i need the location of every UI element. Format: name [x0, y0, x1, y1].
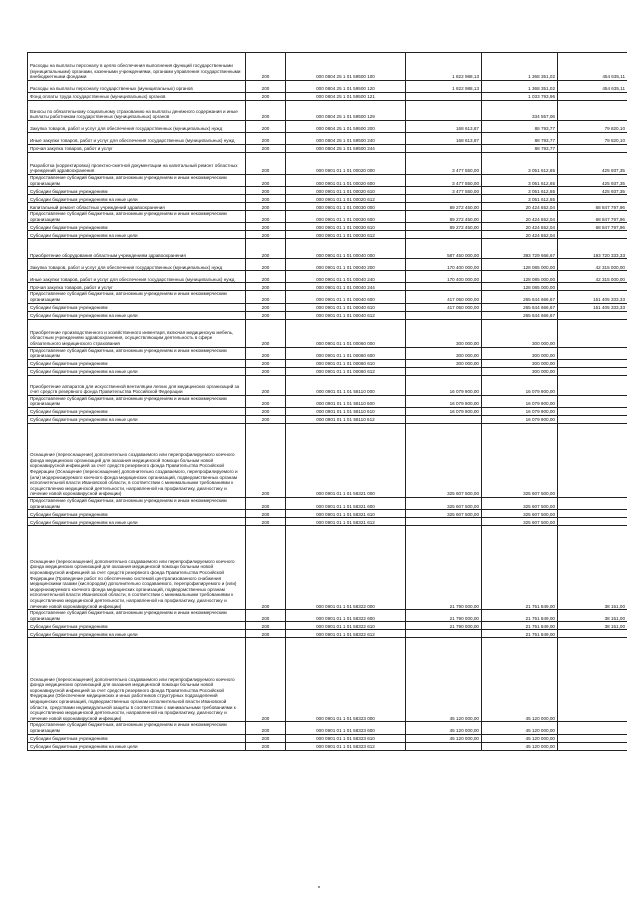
row-unexecuted-amount	[558, 319, 628, 347]
table-row	[28, 187, 628, 195]
table-row	[28, 359, 628, 367]
row-line-code: 200	[246, 283, 286, 291]
row-unexecuted-amount	[558, 375, 628, 395]
row-line-code: 200	[246, 510, 286, 518]
row-approved-amount: 89 272 450,00	[406, 203, 482, 211]
row-line-code: 200	[246, 175, 286, 187]
row-executed-amount: 45 120 000,00	[482, 722, 558, 734]
row-approved-amount: 325 607 500,00	[406, 423, 482, 497]
row-unexecuted-amount	[558, 311, 628, 319]
table-row	[28, 610, 628, 622]
row-description: Субсидии бюджетным учреждениям на иные цели	[28, 742, 246, 750]
row-executed-amount: 16 079 900,00	[482, 407, 558, 415]
row-line-code: 200	[246, 423, 286, 497]
row-unexecuted-amount: 425 937,35	[558, 187, 628, 195]
row-executed-amount: 3 051 612,65	[482, 187, 558, 195]
row-line-code: 200	[246, 81, 286, 93]
row-executed-amount: 45 120 000,00	[482, 638, 558, 722]
row-approved-amount: 325 607 500,00	[406, 510, 482, 518]
row-executed-amount: 1 368 351,02	[482, 81, 558, 93]
row-unexecuted-amount	[558, 101, 628, 121]
table-row	[28, 630, 628, 638]
row-approved-amount: 45 120 000,00	[406, 638, 482, 722]
row-description: Субсидии бюджетным учреждениям на иные цели	[28, 518, 246, 526]
table-row	[28, 526, 628, 610]
row-line-code: 200	[246, 153, 286, 175]
row-classification-code: 000 0901 01 1 01 00040 612	[286, 311, 406, 319]
row-unexecuted-amount: 38 151,00	[558, 622, 628, 630]
table-row	[28, 195, 628, 203]
row-approved-amount: 21 790 000,00	[406, 610, 482, 622]
row-line-code: 200	[246, 407, 286, 415]
row-line-code: 200	[246, 259, 286, 271]
row-approved-amount: 300 000,00	[406, 319, 482, 347]
row-unexecuted-amount: 454 635,11	[558, 53, 628, 81]
table-row	[28, 271, 628, 283]
row-executed-amount: 20 424 652,04	[482, 203, 558, 211]
row-classification-code: 000 0901 01 1 01 00040 240	[286, 271, 406, 283]
table-row	[28, 415, 628, 423]
row-line-code: 200	[246, 638, 286, 722]
row-executed-amount: 45 120 000,00	[482, 742, 558, 750]
row-approved-amount	[406, 195, 482, 203]
row-description: Предоставление субсидий бюджетным, автономным учреждениям и иным некоммерческим организациям	[28, 175, 246, 187]
row-description: Предоставление субсидий бюджетным, автономным учреждениям и иным некоммерческим организациям	[28, 395, 246, 407]
row-unexecuted-amount: 38 151,00	[558, 526, 628, 610]
table-row	[28, 93, 628, 101]
row-description: Взносы по обязательному социальному страхованию на выплаты денежного содержания и иные выплаты работникам государственных (муниципальных) органов	[28, 101, 246, 121]
table-row	[28, 510, 628, 518]
row-unexecuted-amount	[558, 93, 628, 101]
row-description: Закупка товаров, работ и услуг для обеспечения государственных (муниципальных) нужд	[28, 259, 246, 271]
row-approved-amount: 168 613,87	[406, 121, 482, 133]
row-line-code: 200	[246, 145, 286, 153]
row-description: Приобретение производственного и хозяйственного инвентаря, включая медицинскую мебель, областным учреждениям здравоохранения, осуществляющим деятельность в сфере обязательного медицинского страхования	[28, 319, 246, 347]
row-classification-code: 000 0901 01 1 01 00060 610	[286, 359, 406, 367]
row-line-code: 200	[246, 375, 286, 395]
table-row	[28, 734, 628, 742]
row-unexecuted-amount: 151 405 333,33	[558, 303, 628, 311]
row-description: Разработка (корректировка) проектно-сметной документации на капитальный ремонт областных учреждений здравоохранения	[28, 153, 246, 175]
row-unexecuted-amount	[558, 497, 628, 509]
row-line-code: 200	[246, 347, 286, 359]
table-row	[28, 742, 628, 750]
table-row	[28, 231, 628, 239]
row-approved-amount: 21 790 000,00	[406, 526, 482, 610]
row-approved-amount: 16 079 900,00	[406, 395, 482, 407]
row-description: Субсидии бюджетным учреждениям	[28, 407, 246, 415]
row-line-code: 200	[246, 187, 286, 195]
row-line-code: 200	[246, 203, 286, 211]
row-classification-code: 000 0901 01 1 01 58110 000	[286, 375, 406, 395]
table-row	[28, 395, 628, 407]
row-approved-amount: 89 272 450,00	[406, 211, 482, 223]
row-line-code: 200	[246, 734, 286, 742]
row-classification-code: 000 0804 25 1 01 59500 244	[286, 145, 406, 153]
row-unexecuted-amount	[558, 518, 628, 526]
table-row	[28, 638, 628, 722]
row-executed-amount: 88 793,77	[482, 121, 558, 133]
row-executed-amount: 88 793,77	[482, 145, 558, 153]
row-unexecuted-amount	[558, 630, 628, 638]
scan-speck	[318, 886, 320, 888]
table-row	[28, 423, 628, 497]
row-line-code: 200	[246, 319, 286, 347]
row-executed-amount: 21 751 849,00	[482, 622, 558, 630]
row-unexecuted-amount: 454 635,11	[558, 81, 628, 93]
row-unexecuted-amount	[558, 145, 628, 153]
table-row	[28, 211, 628, 223]
row-unexecuted-amount	[558, 395, 628, 407]
row-classification-code: 000 0901 01 1 01 00040 000	[286, 239, 406, 259]
row-line-code: 200	[246, 518, 286, 526]
table-row	[28, 175, 628, 187]
table-row	[28, 145, 628, 153]
row-classification-code: 000 0901 01 1 01 00060 612	[286, 367, 406, 375]
row-line-code: 200	[246, 395, 286, 407]
row-line-code: 200	[246, 211, 286, 223]
row-unexecuted-amount	[558, 510, 628, 518]
table-row	[28, 303, 628, 311]
row-executed-amount: 128 085 000,00	[482, 259, 558, 271]
row-classification-code: 000 0901 01 1 01 00060 600	[286, 347, 406, 359]
row-executed-amount: 20 424 652,04	[482, 211, 558, 223]
row-classification-code: 000 0901 01 1 01 00040 610	[286, 303, 406, 311]
row-classification-code: 000 0901 01 1 01 00020 612	[286, 195, 406, 203]
row-approved-amount: 417 050 000,00	[406, 291, 482, 303]
table-row	[28, 81, 628, 93]
row-approved-amount	[406, 93, 482, 101]
row-classification-code: 000 0901 01 1 01 00020 600	[286, 175, 406, 187]
row-classification-code: 000 0901 01 1 01 58323 610	[286, 734, 406, 742]
table-row	[28, 311, 628, 319]
row-executed-amount: 3 051 612,65	[482, 195, 558, 203]
row-approved-amount: 3 477 550,00	[406, 175, 482, 187]
row-approved-amount: 16 079 900,00	[406, 407, 482, 415]
row-classification-code: 000 0901 01 1 01 58323 612	[286, 742, 406, 750]
row-description: Расходы на выплаты персоналу государственных (муниципальных) органов	[28, 81, 246, 93]
row-approved-amount: 3 477 550,00	[406, 153, 482, 175]
row-unexecuted-amount	[558, 231, 628, 239]
row-executed-amount: 3 051 612,65	[482, 153, 558, 175]
row-unexecuted-amount: 38 151,00	[558, 610, 628, 622]
row-description: Предоставление субсидий бюджетным, автономным учреждениям и иным некоммерческим организациям	[28, 497, 246, 509]
row-executed-amount: 21 751 849,00	[482, 630, 558, 638]
budget-table-body	[28, 53, 628, 751]
row-description: Предоставление субсидий бюджетным, автономным учреждениям и иным некоммерческим организациям	[28, 347, 246, 359]
row-executed-amount: 128 085 000,00	[482, 271, 558, 283]
row-classification-code: 000 0901 01 1 01 58110 612	[286, 415, 406, 423]
row-executed-amount: 16 079 900,00	[482, 415, 558, 423]
row-description: Фонд оплаты труда государственных (муниципальных) органов	[28, 93, 246, 101]
row-unexecuted-amount: 42 315 000,00	[558, 271, 628, 283]
row-approved-amount	[406, 742, 482, 750]
table-row	[28, 283, 628, 291]
table-row	[28, 622, 628, 630]
row-executed-amount: 88 793,77	[482, 133, 558, 145]
row-executed-amount: 21 751 849,00	[482, 610, 558, 622]
row-executed-amount: 3 051 612,65	[482, 175, 558, 187]
row-classification-code: 000 0901 01 1 01 58110 610	[286, 407, 406, 415]
row-approved-amount	[406, 101, 482, 121]
row-executed-amount: 325 607 500,00	[482, 423, 558, 497]
row-description: Субсидии бюджетным учреждениям на иные цели	[28, 415, 246, 423]
row-executed-amount: 45 120 000,00	[482, 734, 558, 742]
row-unexecuted-amount: 68 847 797,96	[558, 223, 628, 231]
row-approved-amount	[406, 518, 482, 526]
row-unexecuted-amount	[558, 734, 628, 742]
row-line-code: 200	[246, 223, 286, 231]
row-approved-amount: 3 477 550,00	[406, 187, 482, 195]
table-row	[28, 375, 628, 395]
table-row	[28, 259, 628, 271]
row-description: Субсидии бюджетным учреждениям на иные цели	[28, 630, 246, 638]
row-approved-amount	[406, 231, 482, 239]
table-row	[28, 101, 628, 121]
row-classification-code: 000 0901 01 1 01 58322 000	[286, 526, 406, 610]
row-unexecuted-amount: 151 405 333,33	[558, 291, 628, 303]
budget-execution-table	[27, 52, 627, 751]
row-description: Субсидии бюджетным учреждениям	[28, 187, 246, 195]
row-classification-code: 000 0901 01 1 01 58110 600	[286, 395, 406, 407]
row-line-code: 200	[246, 415, 286, 423]
row-approved-amount: 168 613,87	[406, 133, 482, 145]
row-approved-amount: 89 272 450,00	[406, 223, 482, 231]
table-row	[28, 239, 628, 259]
row-approved-amount: 300 000,00	[406, 347, 482, 359]
row-classification-code: 000 0901 01 1 01 00020 000	[286, 153, 406, 175]
row-approved-amount: 21 790 000,00	[406, 622, 482, 630]
table-row	[28, 121, 628, 133]
row-executed-amount: 325 607 500,00	[482, 510, 558, 518]
row-unexecuted-amount: 68 847 797,96	[558, 203, 628, 211]
row-classification-code: 000 0901 01 1 01 58322 610	[286, 622, 406, 630]
row-line-code: 200	[246, 622, 286, 630]
row-line-code: 200	[246, 133, 286, 145]
row-classification-code: 000 0804 25 1 01 59500 200	[286, 121, 406, 133]
table-row	[28, 223, 628, 231]
row-unexecuted-amount: 425 937,35	[558, 153, 628, 175]
row-description: Предоставление субсидий бюджетным, автономным учреждениям и иным некоммерческим организациям	[28, 291, 246, 303]
row-approved-amount: 170 400 000,00	[406, 271, 482, 283]
row-classification-code: 000 0804 25 1 01 59500 240	[286, 133, 406, 145]
row-classification-code: 000 0901 01 1 01 58321 612	[286, 518, 406, 526]
row-classification-code: 000 0804 25 1 01 59500 120	[286, 81, 406, 93]
row-classification-code: 000 0901 01 1 01 00020 610	[286, 187, 406, 195]
table-row	[28, 291, 628, 303]
row-description: Субсидии бюджетным учреждениям	[28, 622, 246, 630]
row-classification-code: 000 0901 01 1 01 00040 200	[286, 259, 406, 271]
row-line-code: 200	[246, 53, 286, 81]
table-row	[28, 133, 628, 145]
table-row	[28, 53, 628, 81]
row-line-code: 200	[246, 722, 286, 734]
row-classification-code: 000 0804 25 1 01 59500 121	[286, 93, 406, 101]
row-classification-code: 000 0901 01 1 01 00030 612	[286, 231, 406, 239]
row-approved-amount	[406, 145, 482, 153]
row-line-code: 200	[246, 742, 286, 750]
row-description: Субсидии бюджетным учреждениям	[28, 359, 246, 367]
row-executed-amount: 20 424 652,04	[482, 231, 558, 239]
row-description: Оснащение (переоснащение) дополнительно создаваемого или перепрофилируемого коечного фонда медицинских организаций для оказания медицинской помощи больным новой коронавирусной инфекцией за счет средств резервного фонда Правительства Российской Федерации (Проведение работ по обеспечению системой централизованного снабжения медицинскими газами (кислородом) дополнительно создаваемого, перепрофилируемого и (или) модернизируемого коечного фонда медицинских организаций, подведомственных органам исполнительной власти Ивановской области, в соответствии с минимальными требованиями к осуществлению медицинской деятельности, направленной на профилактику, диагностику и лечение новой коронавирусной инфекции)	[28, 526, 246, 610]
row-executed-amount: 300 000,00	[482, 319, 558, 347]
row-description: Субсидии бюджетным учреждениям	[28, 303, 246, 311]
row-unexecuted-amount	[558, 415, 628, 423]
row-line-code: 200	[246, 526, 286, 610]
row-approved-amount	[406, 630, 482, 638]
row-unexecuted-amount	[558, 423, 628, 497]
row-executed-amount: 265 644 666,67	[482, 311, 558, 319]
row-classification-code: 000 0804 25 1 01 59500 129	[286, 101, 406, 121]
row-approved-amount: 1 822 988,13	[406, 81, 482, 93]
row-line-code: 200	[246, 239, 286, 259]
row-executed-amount: 325 607 500,00	[482, 497, 558, 509]
row-line-code: 200	[246, 359, 286, 367]
row-unexecuted-amount: 42 315 000,00	[558, 259, 628, 271]
row-description: Приобретение оборудования областным учреждениям здравоохранения	[28, 239, 246, 259]
table-row	[28, 367, 628, 375]
row-classification-code: 000 0901 01 1 01 58321 000	[286, 423, 406, 497]
row-executed-amount: 16 079 900,00	[482, 395, 558, 407]
row-executed-amount: 21 751 849,00	[482, 526, 558, 610]
row-executed-amount: 300 000,00	[482, 359, 558, 367]
row-approved-amount: 45 120 000,00	[406, 722, 482, 734]
row-line-code: 200	[246, 497, 286, 509]
budget-report-sheet	[27, 52, 627, 878]
row-executed-amount: 20 424 652,04	[482, 223, 558, 231]
row-description: Оснащение (переоснащение) дополнительно создаваемого или перепрофилируемого коечного фонда медицинских организаций для оказания медицинской помощи больным новой коронавирусной инфекцией за счет средств резервного фонда Правительства Российской Федерации (Обеспечение медицинских и иных работников структурных подразделений медицинских организаций, подведомственных органам исполнительной власти Ивановской области, средствами индивидуальной защиты в соответствии с минимальными требованиями к осуществлению медицинской деятельности, направленной на профилактику, диагностику и лечение новой коронавирусной инфекции)	[28, 638, 246, 722]
row-classification-code: 000 0901 01 1 01 58321 600	[286, 497, 406, 509]
row-description: Субсидии бюджетным учреждениям	[28, 734, 246, 742]
row-description: Субсидии бюджетным учреждениям на иные цели	[28, 231, 246, 239]
table-row	[28, 153, 628, 175]
row-line-code: 200	[246, 311, 286, 319]
row-unexecuted-amount	[558, 407, 628, 415]
table-row	[28, 319, 628, 347]
row-description: Субсидии бюджетным учреждениям на иные цели	[28, 311, 246, 319]
row-unexecuted-amount	[558, 638, 628, 722]
row-description: Иные закупки товаров, работ и услуг для обеспечения государственных (муниципальных) нужд	[28, 271, 246, 283]
row-classification-code: 000 0901 01 1 01 58321 610	[286, 510, 406, 518]
row-classification-code: 000 0901 01 1 01 58323 600	[286, 722, 406, 734]
row-description: Субсидии бюджетным учреждениям на иные цели	[28, 195, 246, 203]
row-approved-amount	[406, 415, 482, 423]
row-classification-code: 000 0901 01 1 01 00060 000	[286, 319, 406, 347]
row-classification-code: 000 0901 01 1 01 58322 600	[286, 610, 406, 622]
row-description: Закупка товаров, работ и услуг для обеспечения государственных (муниципальных) нужд	[28, 121, 246, 133]
row-line-code: 200	[246, 610, 286, 622]
row-description: Прочая закупка товаров, работ и услуг	[28, 283, 246, 291]
row-unexecuted-amount	[558, 195, 628, 203]
table-row	[28, 518, 628, 526]
row-classification-code: 000 0901 01 1 01 00040 600	[286, 291, 406, 303]
table-row	[28, 722, 628, 734]
row-executed-amount: 16 079 900,00	[482, 375, 558, 395]
row-line-code: 200	[246, 367, 286, 375]
row-classification-code: 000 0901 01 1 01 58322 612	[286, 630, 406, 638]
row-unexecuted-amount	[558, 742, 628, 750]
row-approved-amount: 45 120 000,00	[406, 734, 482, 742]
row-line-code: 200	[246, 93, 286, 101]
row-line-code: 200	[246, 121, 286, 133]
row-unexecuted-amount: 425 937,35	[558, 175, 628, 187]
row-unexecuted-amount: 193 720 333,33	[558, 239, 628, 259]
row-classification-code: 000 0804 25 1 01 59500 100	[286, 53, 406, 81]
row-description: Оснащение (переоснащение) дополнительно создаваемого или перепрофилируемого коечного фонда медицинских организаций для оказания медицинской помощи больным новой коронавирусной инфекцией за счет средств резервного фонда Правительства Российской Федерации (Оснащение (переоснащение) дополнительно создаваемого, перепрофилируемого и (или) модернизируемого коечного фонда медицинских организаций, подведомственных органам исполнительной власти Ивановской области, в соответствии с минимальными требованиями к осуществлению медицинской деятельности, направленной на профилактику, диагностику и лечение новой коронавирусной инфекции)	[28, 423, 246, 497]
row-approved-amount: 300 000,00	[406, 359, 482, 367]
row-executed-amount: 393 729 666,67	[482, 239, 558, 259]
row-executed-amount: 300 000,00	[482, 367, 558, 375]
row-classification-code: 000 0901 01 1 01 58323 000	[286, 638, 406, 722]
row-approved-amount: 170 400 000,00	[406, 259, 482, 271]
row-approved-amount: 417 050 000,00	[406, 303, 482, 311]
row-approved-amount: 325 607 500,00	[406, 497, 482, 509]
row-approved-amount	[406, 311, 482, 319]
row-unexecuted-amount	[558, 722, 628, 734]
table-row	[28, 347, 628, 359]
row-approved-amount: 1 822 988,13	[406, 53, 482, 81]
row-description: Субсидии бюджетным учреждениям	[28, 510, 246, 518]
row-executed-amount: 1 368 351,02	[482, 53, 558, 81]
row-description: Приобретение аппаратов для искусственной вентиляции легких для медицинских организаций за счет средств резервного фонда Правительства Российской Федерации	[28, 375, 246, 395]
row-approved-amount: 587 450 000,00	[406, 239, 482, 259]
row-executed-amount: 265 644 666,67	[482, 291, 558, 303]
row-classification-code: 000 0901 01 1 01 00040 244	[286, 283, 406, 291]
table-row	[28, 203, 628, 211]
row-unexecuted-amount: 79 820,10	[558, 121, 628, 133]
row-executed-amount: 325 607 500,00	[482, 518, 558, 526]
row-line-code: 200	[246, 231, 286, 239]
table-row	[28, 497, 628, 509]
row-line-code: 200	[246, 291, 286, 303]
row-executed-amount: 300 000,00	[482, 347, 558, 359]
row-line-code: 200	[246, 271, 286, 283]
row-line-code: 200	[246, 630, 286, 638]
row-unexecuted-amount	[558, 283, 628, 291]
row-executed-amount: 265 644 666,67	[482, 303, 558, 311]
row-description: Субсидии бюджетным учреждениям на иные цели	[28, 367, 246, 375]
row-description: Предоставление субсидий бюджетным, автономным учреждениям и иным некоммерческим организациям	[28, 211, 246, 223]
row-unexecuted-amount	[558, 347, 628, 359]
table-row	[28, 407, 628, 415]
row-executed-amount: 334 557,06	[482, 101, 558, 121]
row-description: Субсидии бюджетным учреждениям	[28, 223, 246, 231]
row-description: Предоставление субсидий бюджетным, автономным учреждениям и иным некоммерческим организациям	[28, 610, 246, 622]
row-line-code: 200	[246, 303, 286, 311]
row-line-code: 200	[246, 195, 286, 203]
row-unexecuted-amount: 68 847 797,96	[558, 211, 628, 223]
row-executed-amount: 128 085 000,00	[482, 283, 558, 291]
row-unexecuted-amount: 79 820,10	[558, 133, 628, 145]
row-classification-code: 000 0901 01 1 01 00030 000	[286, 203, 406, 211]
row-unexecuted-amount	[558, 359, 628, 367]
row-description: Капитальный ремонт областных учреждений здравоохранения	[28, 203, 246, 211]
row-approved-amount	[406, 283, 482, 291]
row-line-code: 200	[246, 101, 286, 121]
row-approved-amount	[406, 367, 482, 375]
row-description: Прочая закупка товаров, работ и услуг	[28, 145, 246, 153]
row-description: Расходы на выплаты персоналу в целях обеспечения выполнения функций государственными (муниципальными) органами, казенными учреждениями, органами управления государственными внебюджетными фондами	[28, 53, 246, 81]
row-classification-code: 000 0901 01 1 01 00030 610	[286, 223, 406, 231]
row-executed-amount: 1 033 793,96	[482, 93, 558, 101]
row-description: Предоставление субсидий бюджетным, автономным учреждениям и иным некоммерческим организациям	[28, 722, 246, 734]
row-classification-code: 000 0901 01 1 01 00030 600	[286, 211, 406, 223]
row-unexecuted-amount	[558, 367, 628, 375]
row-approved-amount: 16 079 900,00	[406, 375, 482, 395]
row-description: Иные закупки товаров, работ и услуг для обеспечения государственных (муниципальных) нужд	[28, 133, 246, 145]
